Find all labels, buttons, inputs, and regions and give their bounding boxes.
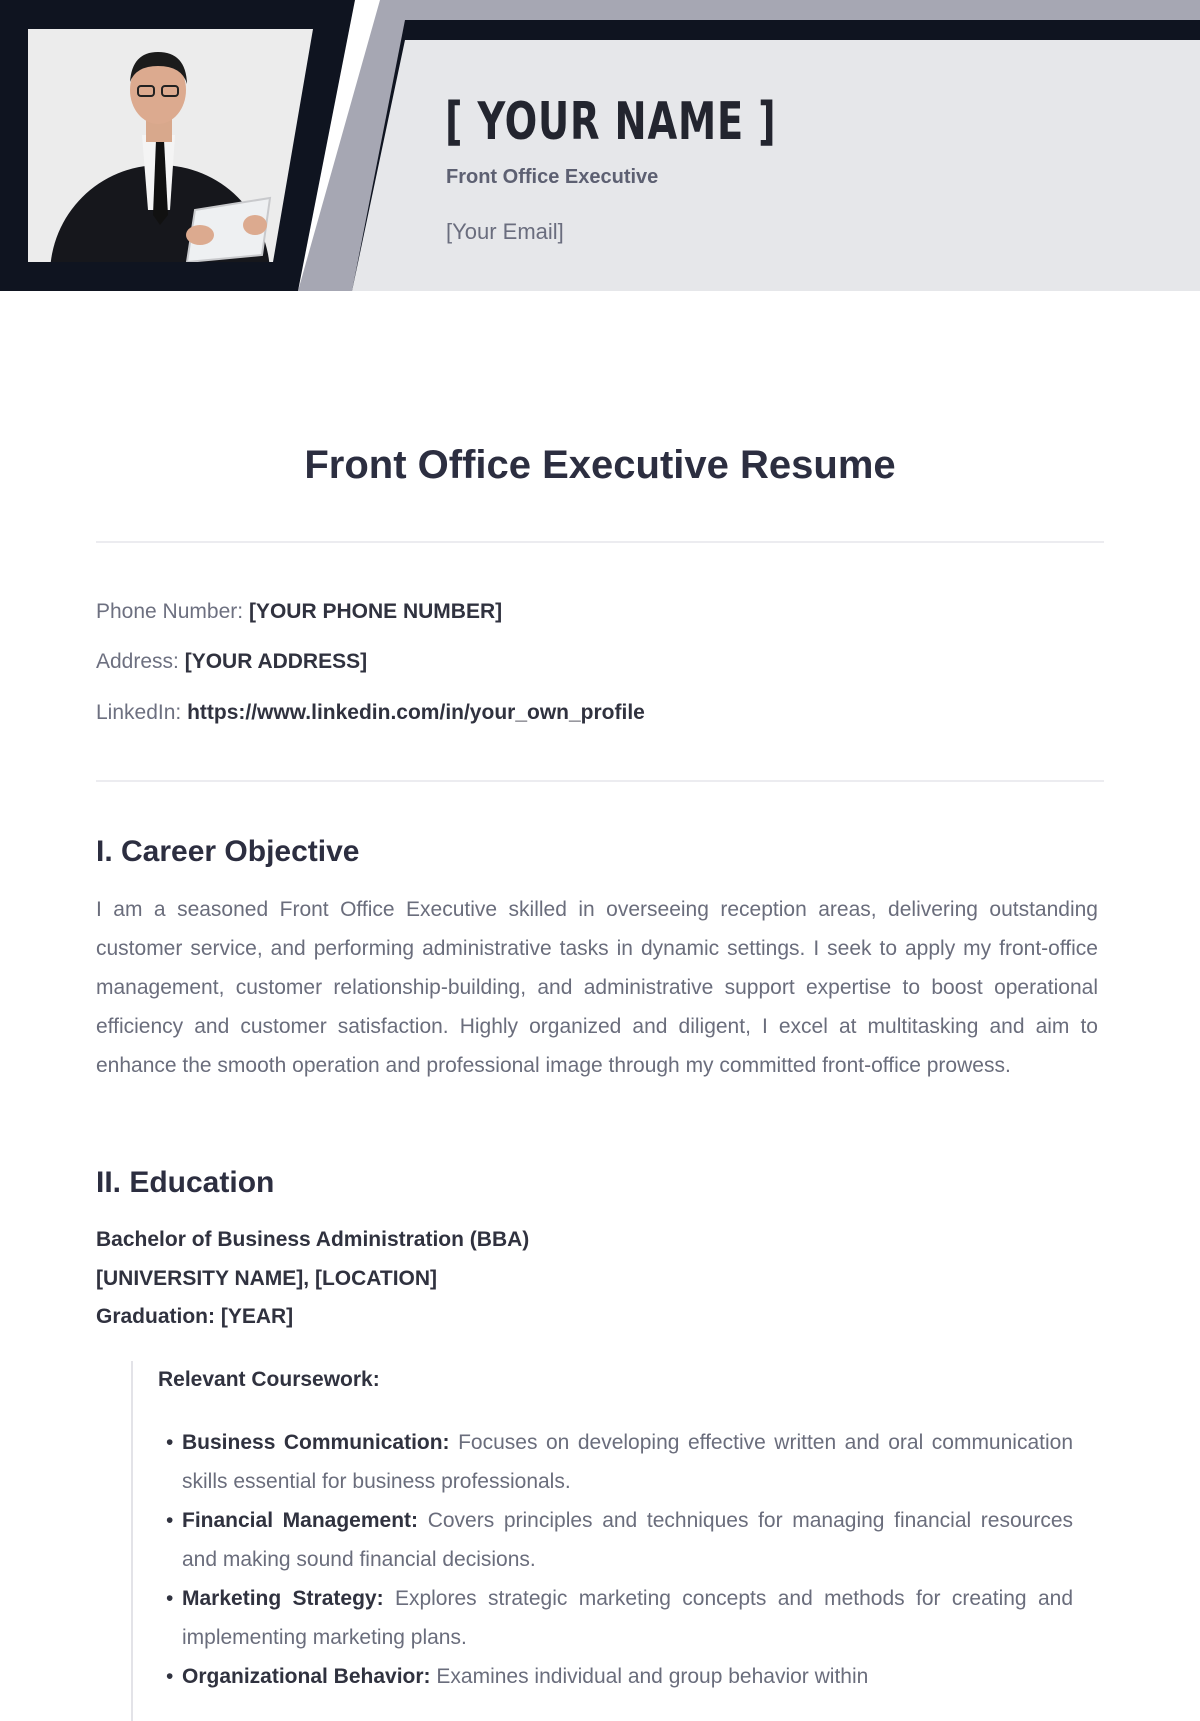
document-title: Front Office Executive Resume xyxy=(304,443,896,487)
coursework-description: Explores strategic marketing concepts and methods for creating and implementing marketing plans. xyxy=(182,1587,1074,1649)
contact-linkedin-link[interactable]: https://www.linkedin.com/in/your_own_profile xyxy=(187,701,645,724)
coursework-description: Covers principles and techniques for managing financial resources and making sound financial decisions. xyxy=(182,1509,1074,1571)
contact-address xyxy=(96,650,367,674)
contact-address-value: [YOUR ADDRESS] xyxy=(184,650,368,673)
coursework-list xyxy=(166,1423,1073,1696)
coursework-description: Examines individual and group behavior within xyxy=(436,1665,869,1688)
contact-phone xyxy=(96,600,502,624)
candidate-name: [ YOUR NAME ] xyxy=(445,92,777,152)
divider xyxy=(96,541,1104,543)
contact-linkedin xyxy=(96,701,645,725)
list-item xyxy=(166,1657,1073,1696)
list-item xyxy=(166,1423,1073,1501)
coursework-blockquote-bar xyxy=(131,1361,133,1721)
divider xyxy=(96,780,1104,782)
coursework-description: Focuses on developing effective written and oral communication skills essential for business professionals. xyxy=(182,1431,1073,1493)
list-item xyxy=(166,1501,1073,1579)
list-item xyxy=(166,1579,1073,1657)
coursework-title: Marketing Strategy: xyxy=(182,1587,384,1610)
contact-linkedin-label: LinkedIn: xyxy=(96,701,182,724)
coursework-heading: Relevant Coursework: xyxy=(158,1368,380,1391)
candidate-email: [Your Email] xyxy=(446,219,564,244)
contact-address-label: Address: xyxy=(96,650,179,673)
resume-header xyxy=(0,0,1200,291)
candidate-job-title: Front Office Executive xyxy=(446,166,659,188)
education-heading: II. Education xyxy=(96,1166,275,1199)
education-graduation: Graduation: [YEAR] xyxy=(96,1305,294,1328)
career-objective-text: I am a seasoned Front Office Executive skilled in overseeing reception areas, delivering outstanding customer service, and performing administrative tasks in dynamic settings. I seek to apply my front-office management, customer relationship-building, and administrative support expertise to boost operational efficiency and customer satisfaction. Highly organized and diligent, I excel at multitasking and aim to enhance the smooth operation and professional image through my committed front-office prowess. xyxy=(96,898,1098,1077)
education-institution: [UNIVERSITY NAME], [LOCATION] xyxy=(96,1267,438,1290)
education-degree: Bachelor of Business Administration (BBA) xyxy=(96,1228,530,1251)
coursework-title: Organizational Behavior: xyxy=(182,1665,431,1688)
career-objective-heading: I. Career Objective xyxy=(96,835,360,868)
coursework-title: Financial Management: xyxy=(182,1509,419,1532)
coursework-title: Business Communication: xyxy=(182,1431,450,1454)
contact-phone-label: Phone Number: xyxy=(96,600,244,623)
contact-phone-value: [YOUR PHONE NUMBER] xyxy=(248,600,503,623)
